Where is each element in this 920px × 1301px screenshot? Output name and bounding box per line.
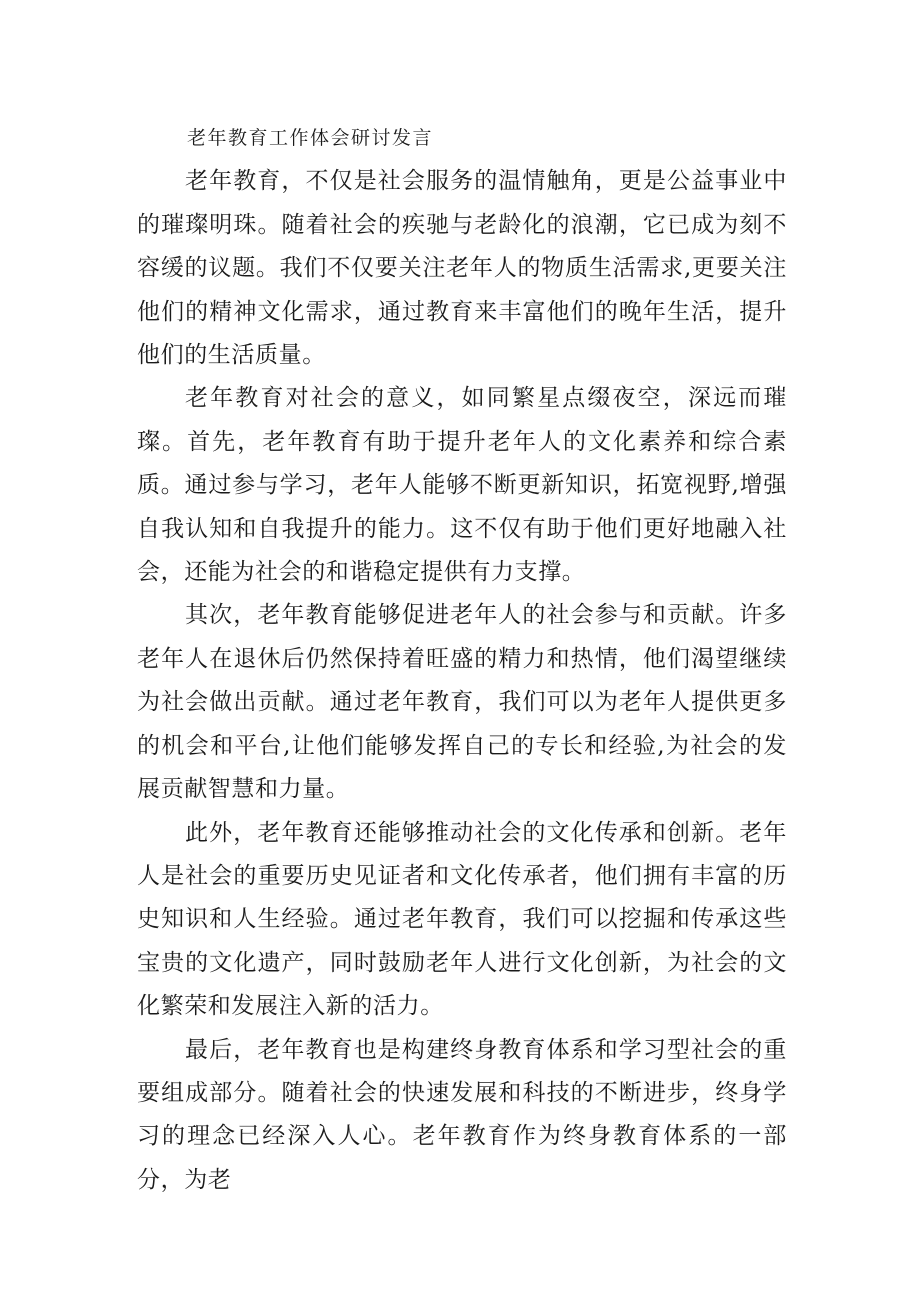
paragraph-significance: 老年教育对社会的意义，如同繁星点缀夜空，深远而璀璨。首先，老年教育有助于提升老年人的文化素养和综合素质。通过参与学习，老年人能够不断更新知识，拓宽视野,增强自我认知和自我提升的能力。这不仅有助于他们更好地融入社会，还能为社会的和谐稳定提供有力支撑。 [137,385,787,586]
document-body [137,117,787,1202]
paragraph-intro: 老年教育，不仅是社会服务的温情触角，更是公益事业中的璀璨明珠。随着社会的疾驰与老龄化的浪潮，它已成为刻不容缓的议题。我们不仅要关注老年人的物质生活需求,更要关注他们的精神文化需求，通过教育来丰富他们的晚年生活，提升他们的生活质量。 [137,168,787,369]
paragraph-participation: 其次，老年教育能够促进老年人的社会参与和贡献。许多老年人在退休后仍然保持着旺盛的精力和热情，他们渴望继续为社会做出贡献。通过老年教育，我们可以为老年人提供更多的机会和平台,让他们能够发挥自己的专长和经验,为社会的发展贡献智慧和力量。 [137,602,787,803]
paragraph-lifelong-learning: 最后，老年教育也是构建终身教育体系和学习型社会的重要组成部分。随着社会的快速发展和科技的不断进步，终身学习的理念已经深入人心。老年教育作为终身教育体系的一部分，为老 [137,1036,787,1193]
paragraph-culture: 此外，老年教育还能够推动社会的文化传承和创新。老年人是社会的重要历史见证者和文化传承者，他们拥有丰富的历史知识和人生经验。通过老年教育，我们可以挖掘和传承这些宝贵的文化遗产，同时鼓励老年人进行文化创新，为社会的文化繁荣和发展注入新的活力。 [137,819,787,1020]
document-title: 老年教育工作体会研讨发言 [187,127,434,149]
